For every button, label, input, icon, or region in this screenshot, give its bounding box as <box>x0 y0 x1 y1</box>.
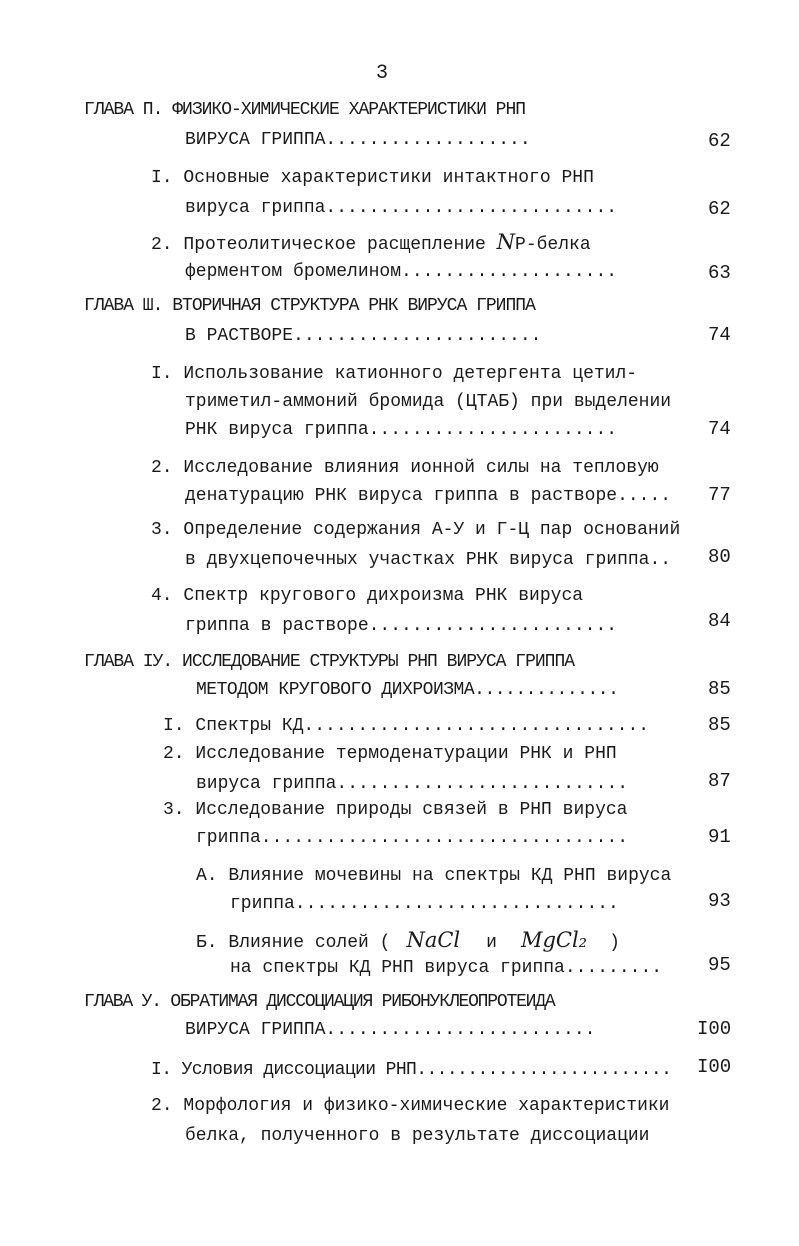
ch4-sA-line1: А. Влияние мочевины на спектры КД РНП вируса <box>196 866 672 886</box>
chapter-2-heading: ГЛАВА П. ФИЗИКО-ХИМИЧЕСКИЕ ХАРАКТЕРИСТИКИ РНП <box>84 100 526 120</box>
ch3-s1-line2: триметил-аммоний бромида (ЦТАБ) при выделении <box>185 392 672 412</box>
chapter-5-heading: ГЛАВА У. ОБРАТИМАЯ ДИССОЦИАЦИЯ РИБОНУКЛЕОПРОТЕИДА <box>84 992 555 1012</box>
chapter-4-heading-cont: МЕТОДОМ КРУГОВОГО ДИХРОИЗМА.............. <box>196 680 619 700</box>
ch2-s2-line2: ферментом бромелином.................... <box>185 262 618 282</box>
ch3-s3-line1: 3. Определение содержания А-У и Г-Ц пар оснований <box>151 520 681 540</box>
ch4-s2-page: 87 <box>708 770 731 792</box>
ch2-s1-line2: вируса гриппа........................... <box>185 198 618 218</box>
ch4-s2-line2: вируса гриппа........................... <box>196 774 629 794</box>
ch3-s4-line1: 4. Спектр кругового дихроизма РНК вируса <box>151 586 584 606</box>
chapter-5-heading-cont: ВИРУСА ГРИППА......................... <box>185 1020 596 1040</box>
ch3-s3-page: 80 <box>708 546 731 568</box>
ch4-s1-page: 85 <box>708 714 731 736</box>
np-handwritten: N <box>496 230 516 254</box>
chapter-4-heading: ГЛАВА IУ. ИССЛЕДОВАНИЕ СТРУКТУРЫ РНП ВИРУСА ГРИППА <box>84 652 575 672</box>
ch2-s2-line1 <box>151 230 591 257</box>
chapter-2-heading-cont: ВИРУСА ГРИППА................... <box>185 130 531 150</box>
ch4-s3-line2: гриппа.................................. <box>196 828 629 848</box>
ch4-sB-page: 95 <box>708 954 731 976</box>
ch5-s2-line2: белка, полученного в результате диссоциации <box>185 1126 650 1146</box>
mgcl-handwritten: MgCl₂ <box>520 928 588 952</box>
chapter-2-page: 62 <box>708 130 731 152</box>
ch4-s1-line1: I. Спектры КД................................ <box>163 716 650 736</box>
ch2-s2-page: 63 <box>708 262 731 284</box>
ch4-sB-line2: на спектры КД РНП вируса гриппа......... <box>230 958 663 978</box>
nacl-handwritten: NaCl <box>406 928 461 952</box>
ch4-sB-and: и <box>486 933 497 953</box>
ch4-sB-text-a: Б. Влияние солей ( <box>196 933 391 953</box>
ch3-s1-page: 74 <box>708 418 731 440</box>
ch3-s2-line1: 2. Исследование влияния ионной силы на тепловую <box>151 458 659 478</box>
ch4-sB-line1 <box>196 928 620 955</box>
ch4-sB-close: ) <box>609 933 620 953</box>
ch2-s2-text-a: 2. Протеолитическое расщепление <box>151 235 497 255</box>
ch3-s4-line2: гриппа в растворе....................... <box>185 616 618 636</box>
ch4-sA-line2: гриппа.............................. <box>230 894 619 914</box>
chapter-3-heading-cont: В РАСТВОРЕ....................... <box>185 326 542 346</box>
ch2-s2-text-b: P-белка <box>515 235 591 255</box>
ch3-s2-page: 77 <box>708 484 731 506</box>
ch2-s1-page: 62 <box>708 198 731 220</box>
ch4-s2-line1: 2. Исследование термоденатурации РНК и РНП <box>163 744 617 764</box>
ch4-sA-page: 93 <box>708 890 731 912</box>
ch3-s4-page: 84 <box>708 610 731 632</box>
ch2-s1-line1: I. Основные характеристики интактного РНП <box>151 168 594 188</box>
ch3-s2-line2: денатурацию РНК вируса гриппа в растворе..... <box>185 486 672 506</box>
chapter-3-heading: ГЛАВА Ш. ВТОРИЧНАЯ СТРУКТУРА РНК ВИРУСА ГРИППА <box>84 296 535 316</box>
ch3-s3-line2: в двухцепочечных участках РНК вируса гриппа.. <box>185 550 672 570</box>
chapter-5-page: I00 <box>697 1018 732 1040</box>
ch4-s3-line1: 3. Исследование природы связей в РНП вируса <box>163 800 628 820</box>
ch5-s2-line1: 2. Морфология и физико-химические характеристики <box>151 1096 670 1116</box>
chapter-3-page: 74 <box>708 324 731 346</box>
ch5-s1-line1: I. Условия диссоциации РНП......................... <box>151 1060 672 1080</box>
chapter-4-page: 85 <box>708 678 731 700</box>
ch3-s1-line1: I. Использование катионного детергента цетил- <box>151 364 638 384</box>
page-number: 3 <box>376 62 389 85</box>
ch4-s3-page: 91 <box>708 826 731 848</box>
ch3-s1-line3: РНК вируса гриппа....................... <box>185 420 618 440</box>
ch5-s1-page: I00 <box>697 1056 732 1078</box>
